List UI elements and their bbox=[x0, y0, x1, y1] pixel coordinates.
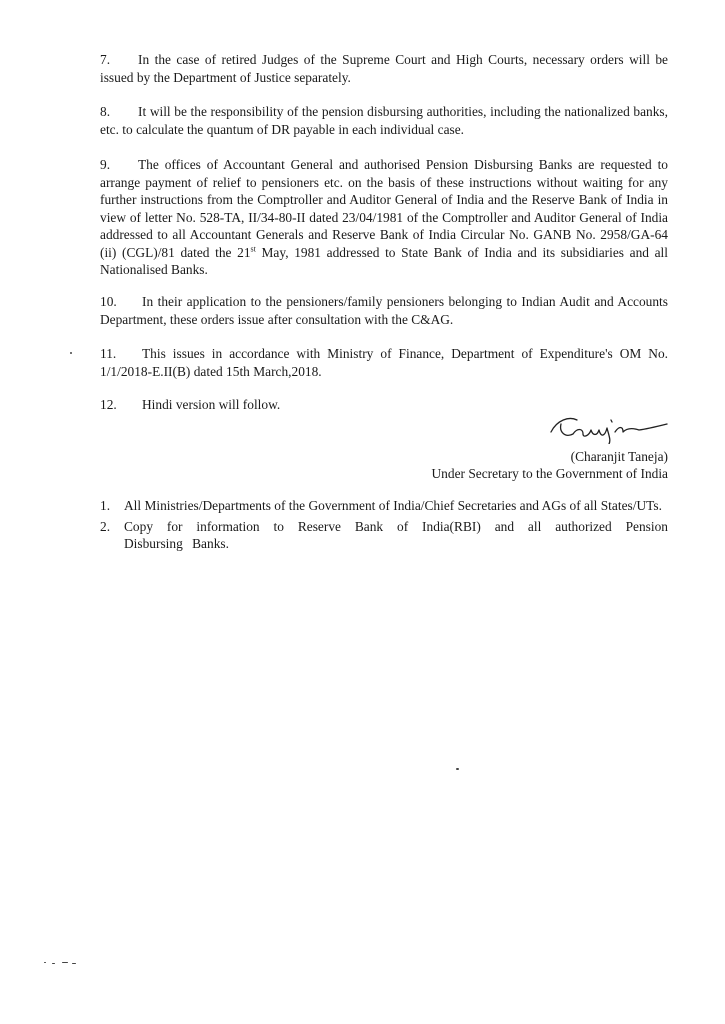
paragraph-text: The offices of Accountant General and authorised Pension Disbursing Banks are requested to arrange payment of relief to pensioners etc. on the basis of these instructions without waiting for any further instructions from the Comptroller and Auditor General of India and the Reserve Bank of India in view of letter No. 528-TA, II/34-80-II dated 23/04/1981 of the Comptroller and Auditor General of India addressed to all Accountant Generals and Reserve Bank of India Circular No. GANB No. 2958/GA-64 (ii) (CGL)/81 dated the 21 bbox=[100, 157, 668, 260]
paragraph-text: In the case of retired Judges of the Supreme Court and High Courts, necessary orders will be issued by the Department of Justice separately. bbox=[100, 52, 668, 85]
paragraph-8 bbox=[100, 103, 668, 138]
scan-speck bbox=[456, 768, 459, 770]
scan-speck bbox=[62, 962, 68, 963]
paragraph-number: 9. bbox=[100, 157, 111, 172]
paragraph-9 bbox=[100, 156, 668, 279]
signatory-designation: Under Secretary to the Government of India bbox=[431, 466, 668, 481]
list-item-number: 2. bbox=[100, 518, 111, 534]
paragraph-number: 7. bbox=[100, 52, 111, 67]
paragraph-7 bbox=[100, 51, 668, 86]
ordinal-suffix: st bbox=[250, 244, 256, 254]
paragraph-number: 10. bbox=[100, 294, 117, 309]
scan-speck bbox=[70, 352, 72, 354]
paragraph-text: This issues in accordance with Ministry of Finance, Department of Expenditure's OM No. 1/1/2018-E.II(B) dated 15th March,2018. bbox=[100, 346, 668, 379]
paragraph-text: It will be the responsibility of the pension disbursing authorities, including the nationalized banks, etc. to calculate the quantum of DR payable in each individual case. bbox=[100, 104, 668, 137]
paragraph-number: 11. bbox=[100, 346, 117, 361]
list-item bbox=[100, 518, 668, 553]
paragraph-number: 12. bbox=[100, 397, 117, 412]
list-item-number: 1. bbox=[100, 498, 111, 513]
paragraph-10 bbox=[100, 293, 668, 328]
list-item bbox=[100, 497, 668, 515]
paragraph-text: In their application to the pensioners/family pensioners belonging to Indian Audit and Accounts Department, these orders issue after consultation with the C&AG. bbox=[100, 294, 668, 327]
scan-speck bbox=[44, 962, 46, 963]
scan-speck bbox=[72, 963, 76, 964]
paragraph-text: Hindi version will follow. bbox=[142, 397, 281, 412]
paragraph-number: 8. bbox=[100, 104, 111, 119]
scan-speck bbox=[52, 963, 55, 964]
paragraph-11 bbox=[100, 345, 668, 380]
list-item-text: Copy for information to Reserve Bank of India(RBI) and all authorized Pension Disbursing Banks. bbox=[124, 518, 668, 551]
list-item-text: All Ministries/Departments of the Government of India/Chief Secretaries and AGs of all States/UTs. bbox=[124, 498, 662, 513]
signature-block bbox=[400, 406, 668, 482]
signatory-name: (Charanjit Taneja) bbox=[570, 449, 668, 464]
distribution-list bbox=[100, 497, 668, 556]
handwritten-signature bbox=[543, 410, 673, 444]
paragraph-text-continued: May, 1981 addressed to State Bank of India and its subsidiaries and all Nationalised Banks. bbox=[100, 244, 668, 277]
